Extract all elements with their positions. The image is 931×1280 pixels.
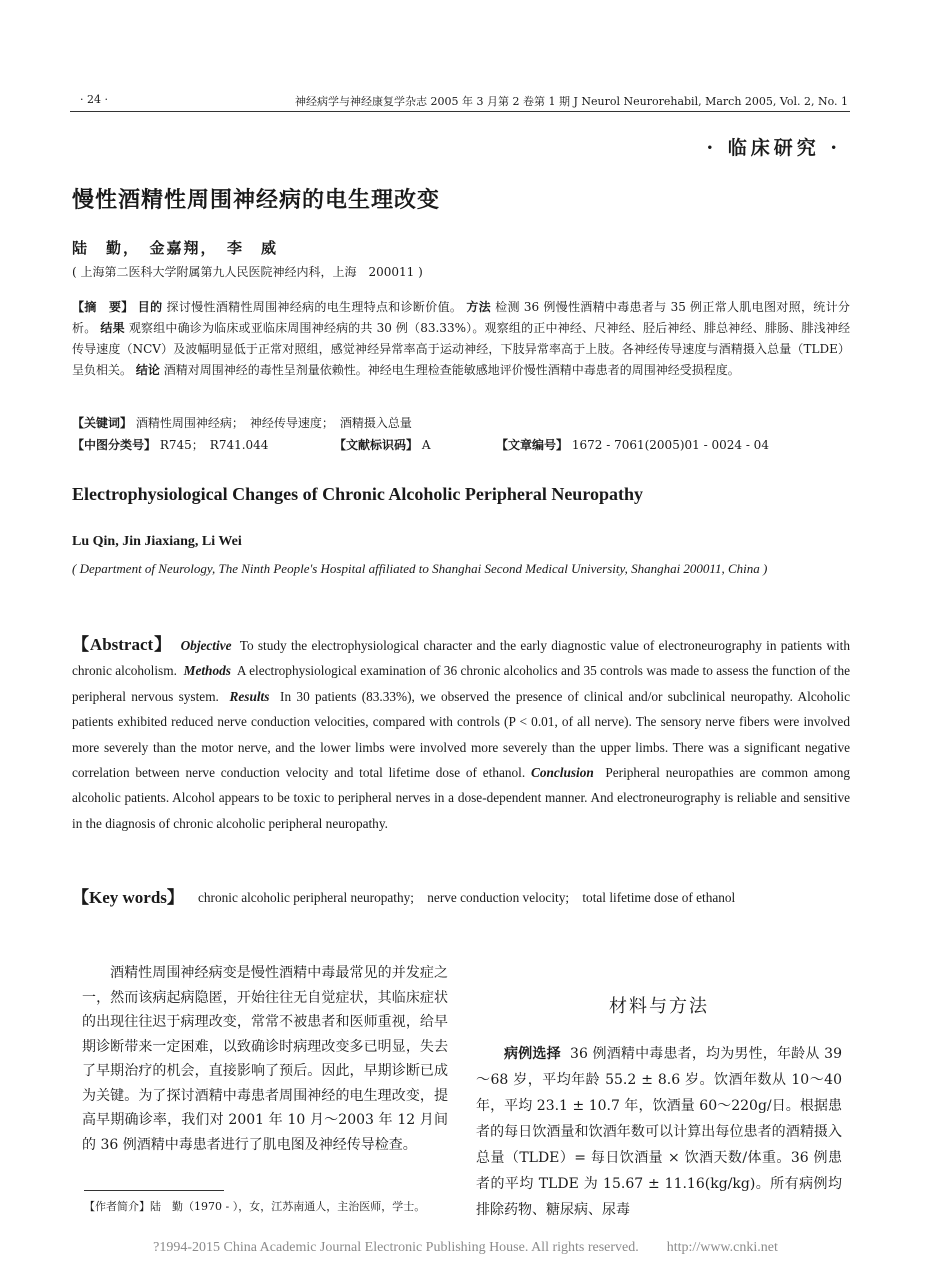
conclusion-en-label: Conclusion bbox=[530, 765, 594, 781]
conclusion-cn-text: 酒精对周围神经的毒性呈剂量依赖性。神经电生理检查能敏感地评价慢性酒精中毒患者的周围神经受损程度。 bbox=[163, 363, 740, 377]
intro-paragraph: 酒精性周围神经病变是慢性酒精中毒最常见的并发症之一，然而该病起病隐匿，开始往往无自觉症状，其临床症状的出现往往迟于病理改变，常常不被患者和医师重视，给早期诊断带来一定困难，以致确诊时病理改变多已明显，失去了早期治疗的机会，直接影响了预后。因此，早期诊断已成为关键。为了探讨酒精中毒患者周围神经的电生理改变，提高早期确诊率，我们对 2001 年 10 月～2003 年 12 月间的 36 例酒精中毒患者进行了肌电图及神经传导检查。 bbox=[82, 965, 448, 1153]
clc-label: 【中图分类号】 bbox=[72, 438, 157, 452]
methods-en-text: A electrophysiological examination of 36 chronic alcoholics and 35 controls was made to assess the function of the peripheral nervous system. bbox=[72, 663, 851, 704]
clc-text: R745； R741.044 bbox=[159, 438, 269, 452]
abstract-cn-label: 【摘 要】 bbox=[72, 300, 134, 314]
abstract-en bbox=[72, 632, 850, 836]
case-selection-label: 病例选择 bbox=[504, 1046, 561, 1062]
doc-code-text: A bbox=[421, 438, 431, 452]
objective-en-text: To study the electrophysiological character and the early diagnostic value of electroneurography in patients with chronic alcoholism. bbox=[72, 638, 850, 679]
article-no-label: 【文章编号】 bbox=[496, 438, 569, 452]
footnote-rule bbox=[84, 1190, 224, 1191]
abstract-en-label: 【Abstract】 bbox=[72, 635, 173, 654]
objective-cn-label: 目的 bbox=[137, 300, 163, 314]
methods-cn-text: 检测 36 例慢性酒精中毒患者与 35 例正常人肌电图对照，统计分析。 bbox=[72, 300, 850, 335]
methods-cn-label: 方法 bbox=[466, 300, 491, 314]
conclusion-cn-label: 结论 bbox=[135, 363, 160, 377]
results-cn-label: 结果 bbox=[100, 321, 125, 335]
results-en-label: Results bbox=[229, 688, 270, 704]
section-heading: 材料与方法 bbox=[609, 996, 709, 1017]
keywords-cn bbox=[72, 414, 412, 431]
author-footnote: 【作者简介】陆 勤（1970 - ），女，江苏南通人，主治医师，学士。 bbox=[84, 1200, 426, 1213]
running-head: 神经病学与神经康复学杂志 2005 年 3 月第 2 卷第 1 期 J Neurol Neurorehabil, March 2005, Vol. 2, No. 1 bbox=[295, 95, 848, 108]
conclusion-en-text: Peripheral neuropathies are common among alcoholic patients. Alcohol appears to be toxic to peripheral nerves in a dose-dependent manner. And electroneurography is reliable and sensitive in the diagnosis of chronic alcoholic peripheral neuropathy. bbox=[72, 765, 850, 831]
authors-cn: 陆 勤， 金嘉翔， 李 威 bbox=[72, 239, 279, 257]
results-en-text: In 30 patients (83.33%), we observed the presence of clinical and/or subclinical neuropathy. Alcoholic patients exhibited reduced nerve conduction velocities, compared with controls (P < 0.01, of all nerve). The sensory nerve fibers were involved more severely than the motor nerve, and the lower limbs were involved more severely than the upper limbs. There was a significant negative correlation between nerve conduction velocity and total lifetime dose of ethanol. bbox=[72, 688, 850, 781]
case-selection-paragraph bbox=[476, 1041, 842, 1223]
section-tag: · 临床研究 · bbox=[706, 137, 841, 159]
keywords-en-label: 【Key words】 bbox=[72, 888, 184, 907]
header-rule bbox=[70, 111, 850, 112]
body-left-column bbox=[82, 961, 448, 1157]
abstract-cn bbox=[72, 297, 850, 381]
objective-cn-text: 探讨慢性酒精性周围神经病的电生理特点和诊断价值。 bbox=[166, 300, 463, 314]
affiliation-en: ( Department of Neurology, The Ninth People's Hospital affiliated to Shanghai Second Medical University, Shanghai 200011, China ) bbox=[72, 561, 768, 576]
keywords-en-text: chronic alcoholic peripheral neuropathy; nerve conduction velocity; total lifetime dose of ethanol bbox=[198, 890, 736, 905]
authors-en: Lu Qin, Jin Jiaxiang, Li Wei bbox=[72, 534, 242, 549]
keywords-cn-label: 【关键词】 bbox=[72, 416, 133, 430]
objective-en-label: Objective bbox=[180, 638, 232, 653]
copyright-footer: ?1994-2015 China Academic Journal Electronic Publishing House. All rights reserved. http://www.cnki.net bbox=[153, 1240, 778, 1255]
page-number: · 24 · bbox=[80, 93, 108, 106]
affiliation-cn: ( 上海第二医科大学附属第九人民医院神经内科，上海 200011 ) bbox=[72, 265, 423, 279]
doc-code-label: 【文献标识码】 bbox=[334, 438, 419, 452]
results-cn-text: 观察组中确诊为临床或亚临床周围神经病的共 30 例（83.33%）。观察组的正中神经、尺神经、胫后神经、腓总神经、腓肠、腓浅神经传导速度（NCV）及波幅明显低于正常对照组，感觉神经异常率高于运动神经，下肢异常率高于上肢。各神经传导速度与酒精摄入总量（TLDE）呈负相关。 bbox=[72, 321, 850, 377]
title-en: Electrophysiological Changes of Chronic Alcoholic Peripheral Neuropathy bbox=[72, 484, 643, 504]
methods-en-label: Methods bbox=[183, 663, 231, 679]
case-selection-text: 36 例酒精中毒患者，均为男性，年龄从 39～68 岁，平均年龄 55.2 ± 8.6 岁。饮酒年数从 10～40 年，平均 23.1 ± 10.7 年，饮酒量 60～220g/日。根据患者的每日饮酒量和饮酒年数可以计算出每位患者的酒精摄入总量（TLDE）= 每日饮酒量 × 饮酒天数/体重。36 例患者的平均 TLDE 为 15.67 ± 11.16(kg/kg)。所有病例均排除药物、糖尿病、尿毒 bbox=[476, 1046, 842, 1218]
title-cn: 慢性酒精性周围神经病的电生理改变 bbox=[72, 188, 441, 213]
body-right-column bbox=[476, 1041, 842, 1223]
keywords-cn-text: 酒精性周围神经病； 神经传导速度； 酒精摄入总量 bbox=[135, 416, 412, 430]
article-no-text: 1672 - 7061(2005)01 - 0024 - 04 bbox=[571, 438, 769, 452]
